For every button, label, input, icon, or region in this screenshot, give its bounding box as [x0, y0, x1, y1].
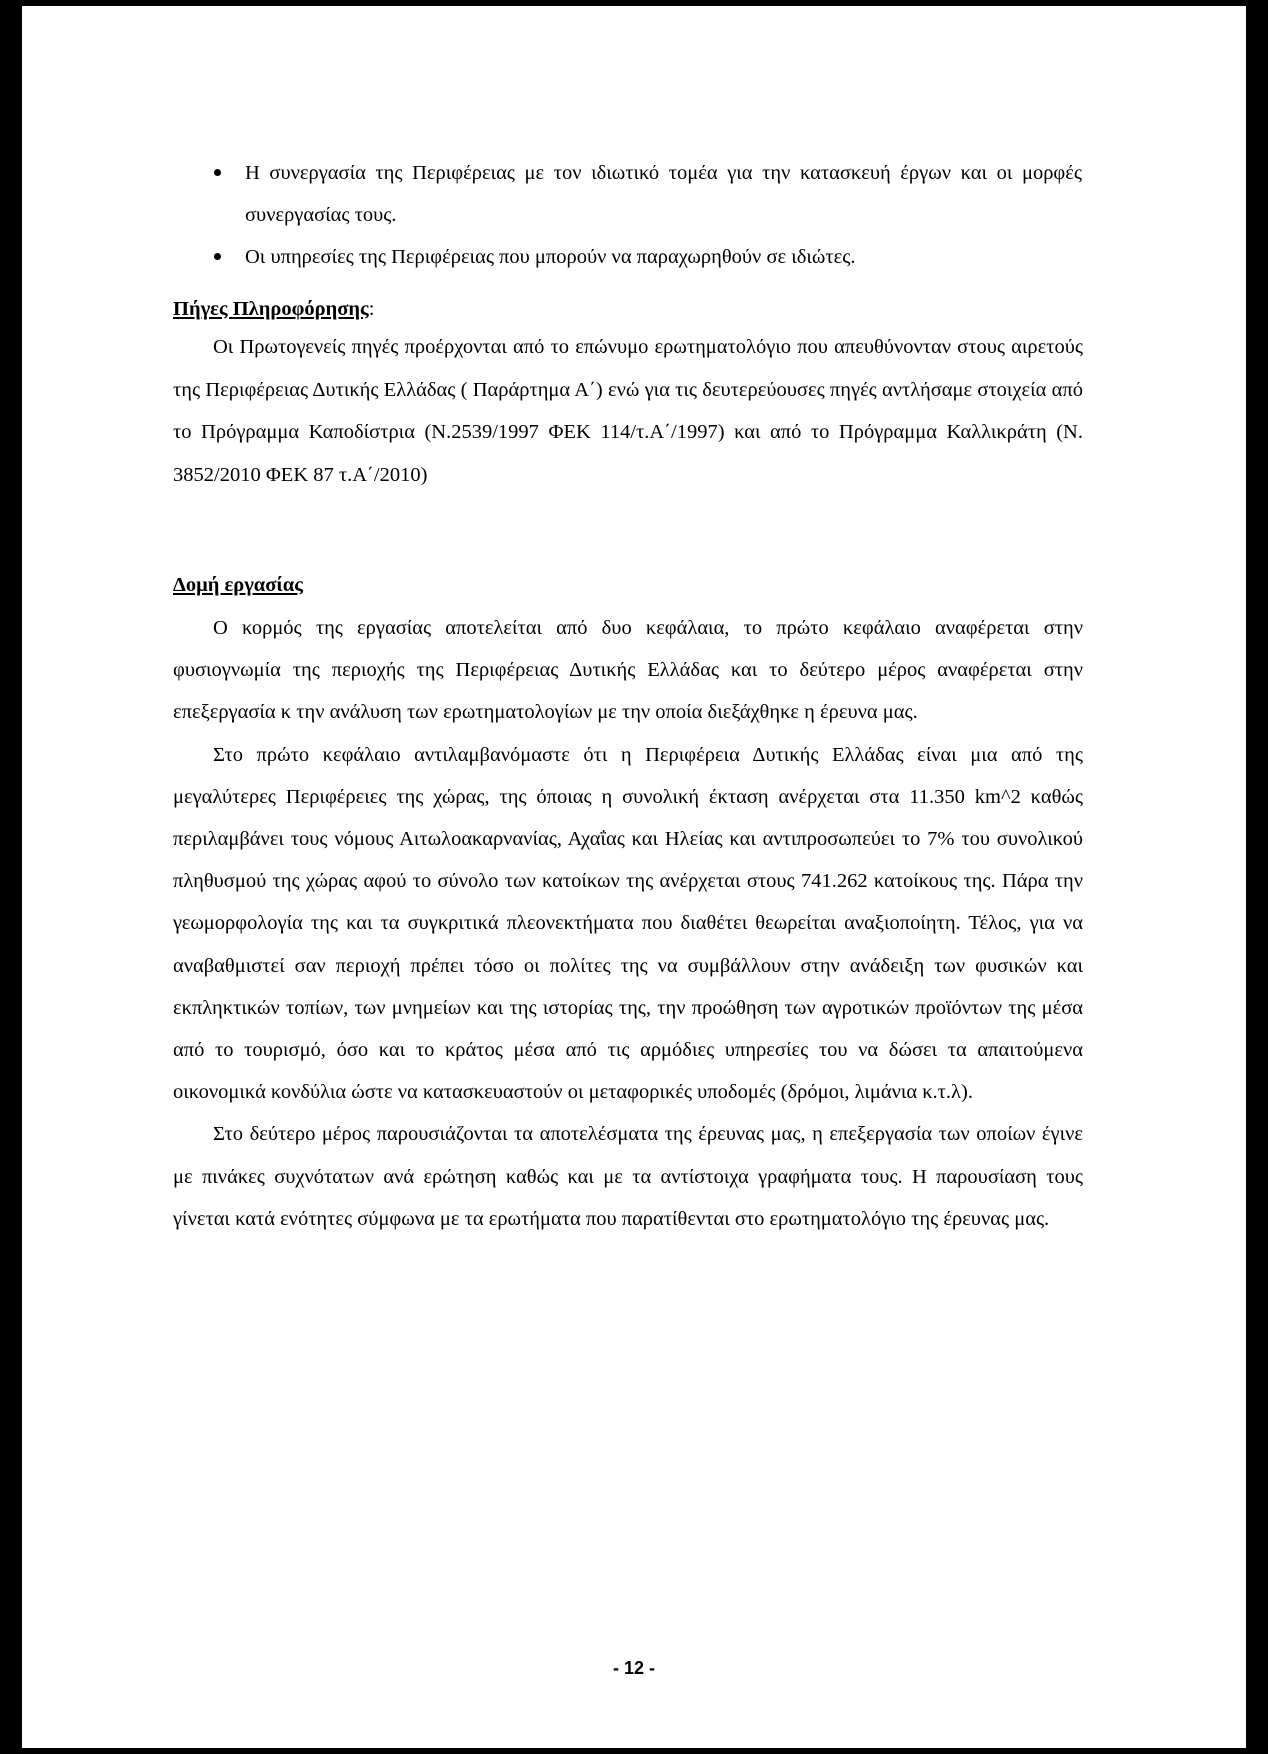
bullet-text: Η συνεργασία της Περιφέρειας με τον ιδιωτικό τομέα για την κατασκευή έργων και οι μορφές συνεργασίας τους.: [245, 162, 1082, 226]
list-item: [212, 236, 1082, 278]
sources-section: [173, 294, 1083, 496]
sources-heading-colon: :: [368, 298, 375, 320]
structure-heading: Δομή εργασίας: [173, 574, 303, 596]
structure-paragraph-2: Στο πρώτο κεφάλαιο αντιλαμβανόμαστε ότι η Περιφέρεια Δυτικής Ελλάδας είναι μια από της μεγαλύτερες Περιφέρειες της χώρας, της όποιας η συνολική έκταση ανέρχεται στα 11.350 km^2 καθώς περιλαμβάνει τους νόμους Αιτωλοακαρνανίας, Αχαΐας και Ηλείας και αντιπροσωπεύει το 7% του συνολικού πληθυσμού της χώρας αφού το σύνολο των κατοίκων της ανέρχεται στους 741.262 κατοίκους της. Πάρα την γεωμορφολογία της και τα συγκριτικά πλεονεκτήματα που διαθέτει θεωρείται αναξιοποίητη. Τέλος, για να αναβαθμιστεί σαν περιοχή πρέπει τόσο οι πολίτες της να συμβάλλουν στην ανάδειξη των φυσικών και εκπληκτικών τοπίων, των μνημείων και της ιστορίας της, την προώθηση των αγροτικών προϊόντων της μέσα από το τουρισμό, όσο και το κράτος μέσα από τις αρμόδιες υπηρεσίες του να δώσει τα απαιτούμενα οικονομικά κονδύλια ώστε να κατασκευαστούν οι μεταφορικές υποδομές (δρόμοι, λιμάνια κ.τ.λ).: [173, 743, 1083, 1104]
structure-paragraph-3: Στο δεύτερο μέρος παρουσιάζονται τα αποτελέσματα της έρευνας μας, η επεξεργασία των οποίων έγινε με πινάκες συχνότατων ανά ερώτηση καθώς και με τα αντίστοιχα γραφήματα τους. Η παρουσίαση τους γίνεται κατά ενότητες σύμφωνα με τα ερωτήματα που παρατίθενται στο ερωτηματολόγιο της έρευνας μας.: [173, 1123, 1083, 1230]
structure-section: [173, 570, 1083, 1240]
sources-heading-line: [173, 294, 1083, 324]
document-page: [22, 6, 1246, 1748]
sources-paragraph: Οι Πρωτογενείς πηγές προέρχονται από το επώνυμο ερωτηματολόγιο που απευθύνονταν στους αιρετούς της Περιφέρειας Δυτικής Ελλάδας ( Παράρτημα Α΄) ενώ για τις δευτερεύουσες πηγές αντλήσαμε στοιχεία από το Πρόγραμμα Καποδίστρια (Ν.2539/1997 ΦΕΚ 114/τ.Α΄/1997) και από το Πρόγραμμα Καλλικράτη (Ν. 3852/2010 ΦΕΚ 87 τ.Α΄/2010): [173, 336, 1083, 486]
structure-heading-line: [173, 570, 1083, 600]
list-item: [212, 152, 1082, 236]
sources-heading: Πήγες Πληροφόρησης: [173, 298, 369, 320]
bullet-icon: [214, 253, 221, 260]
structure-paragraph-1: Ο κορμός της εργασίας αποτελείται από δυο κεφάλαια, το πρώτο κεφάλαιο αναφέρεται στην φυσιογνωμία της περιοχής της Περιφέρειας Δυτικής Ελλάδας και το δεύτερο μέρος αναφέρεται στην επεξεργασία κ την ανάλυση των ερωτηματολογίων με την οποία διεξάχθηκε η έρευνα μας.: [173, 617, 1083, 724]
bullet-text: Οι υπηρεσίες της Περιφέρειας που μπορούν να παραχωρηθούν σε ιδιώτες.: [245, 246, 856, 268]
bullet-icon: [214, 169, 221, 176]
page-number: - 12 -: [612, 1658, 655, 1678]
bullet-list: [212, 152, 1082, 278]
